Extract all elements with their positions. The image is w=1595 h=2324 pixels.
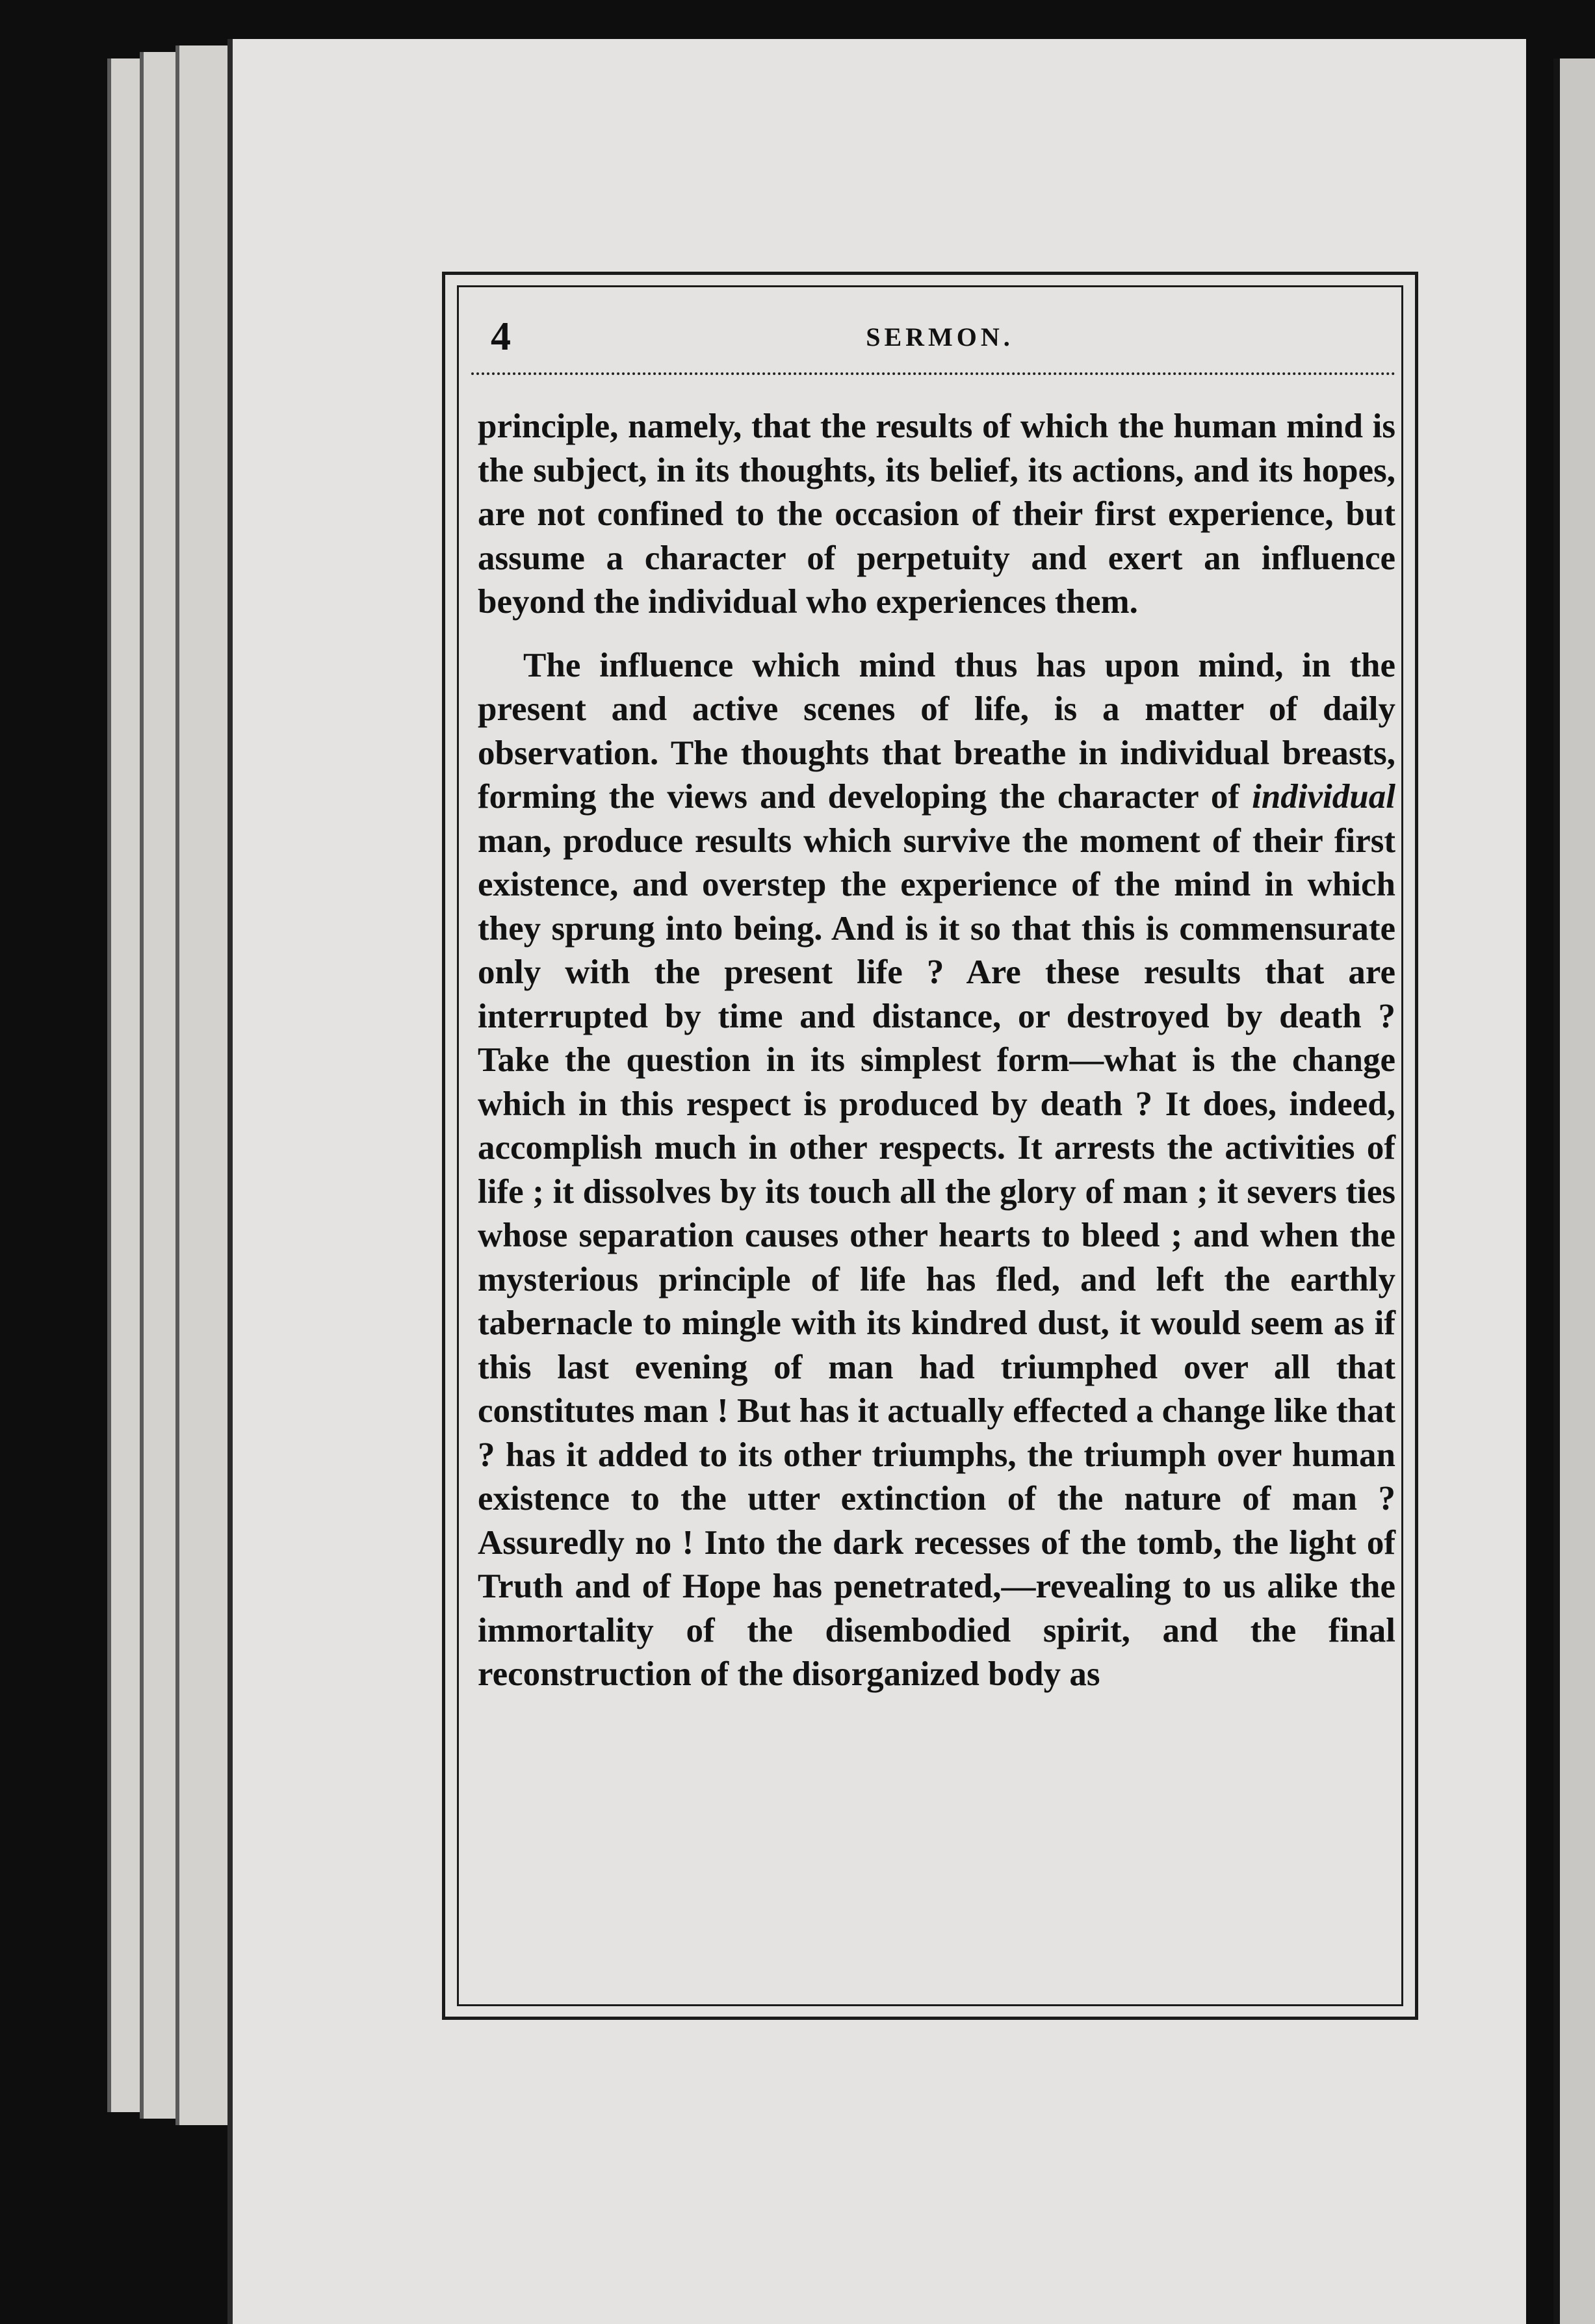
- page-number: 4: [491, 315, 511, 359]
- italic-word: individual: [1252, 778, 1395, 816]
- paragraph-2-text-start: The influence which mind thus has upon mind, in the present and active scenes of life, is a matter of daily observation. The thoughts that breathe in individual breasts, forming the views and developing the character of: [478, 646, 1395, 816]
- page-header: [491, 314, 1389, 366]
- body-text: [478, 405, 1395, 1697]
- paragraph-2: [478, 644, 1395, 1697]
- facing-page-edge: [1553, 58, 1595, 2324]
- running-head: SERMON.: [866, 322, 1014, 352]
- header-rule: [471, 372, 1395, 375]
- text-frame: [442, 272, 1418, 2020]
- paragraph-2-text-end: man, produce results which survive the moment of their first existence, and overstep the experience of the mind in which they sprung into being. And is it so that this is commensurate only with the present life ? Are these results that are interrupted by time and distance, or destroyed by death ? Take the question in its simplest form—what is the change which in this respect is produced by death ? It does, indeed, accomplish much in other respects. It arrests the activities of life ; it dissolves by its touch all the glory of man ; it severs ties whose separation causes other hearts to bleed ; and when the mysterious principle of life has fled, and left the earthly tabernacle to mingle with its kindred dust, it would seem as if this last evening of man had triumphed over all that constitutes man ! But has it actually effected a change like that ? has it added to its other triumphs, the triumph over human existence to the utter extinction of the nature of man ? Assuredly no ! Into the dark recesses of the tomb, the light of Truth and of Hope has penetrated,—revealing to us alike the immortality of the disembodied spirit, and the final reconstruction of the disorganized body as: [478, 821, 1395, 1693]
- paragraph-1: principle, namely, that the results of which the human mind is the subject, in its thoughts, its belief, its actions, and its hopes, are not confined to the occasion of their first experience, but assume a character of perpetuity and exert an influence beyond the individual who experiences them.: [478, 407, 1395, 621]
